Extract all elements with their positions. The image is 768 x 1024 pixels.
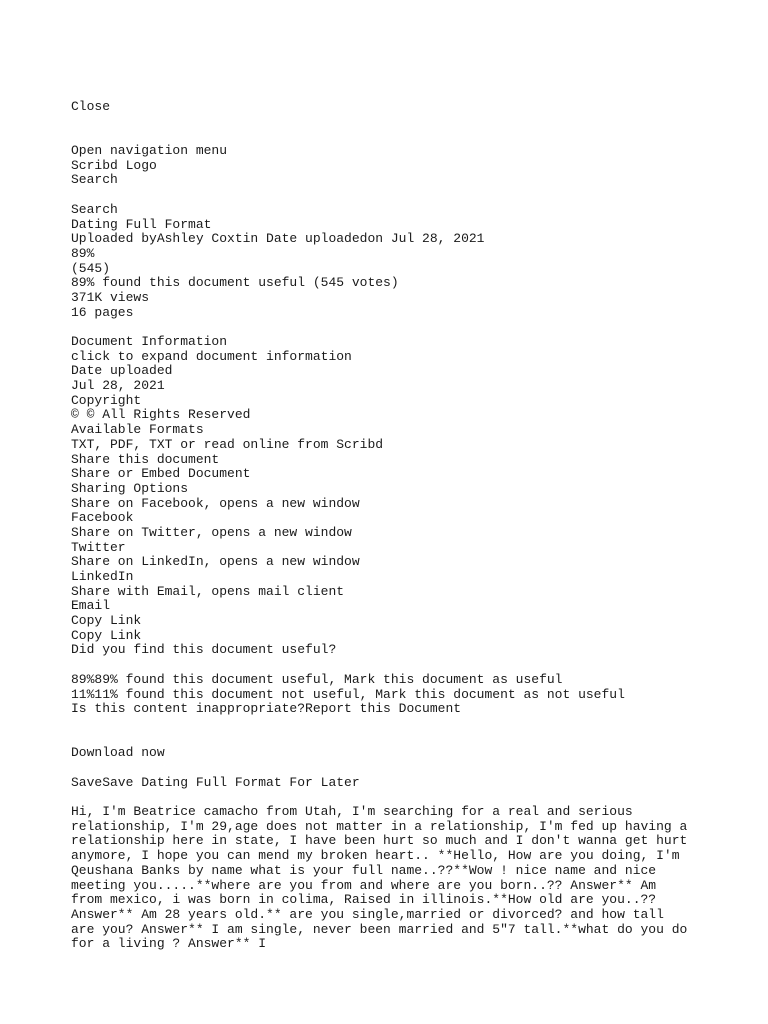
mark-useful-button[interactable]: 89%89% found this document useful, Mark this document as useful — [71, 672, 563, 687]
document-title: Dating Full Format — [71, 217, 212, 232]
copy-link-label[interactable]: Copy Link — [71, 628, 142, 643]
open-navigation-menu-button[interactable]: Open navigation menu — [71, 144, 228, 159]
copy-link-button[interactable]: Copy Link — [71, 614, 142, 629]
view-count: 371K views — [71, 290, 150, 305]
available-formats-value: TXT, PDF, TXT or read online from Scribd — [71, 437, 384, 452]
share-embed-heading: Share or Embed Document — [71, 467, 251, 482]
email-label[interactable]: Email — [71, 599, 111, 614]
page-count: 16 pages — [71, 305, 134, 320]
close-button[interactable]: Close — [71, 100, 111, 114]
rating-percent: 89% — [71, 246, 95, 261]
linkedin-label[interactable]: LinkedIn — [71, 570, 134, 585]
share-facebook-link[interactable]: Share on Facebook, opens a new window — [71, 496, 360, 511]
share-twitter-link[interactable]: Share on Twitter, opens a new window — [71, 525, 352, 540]
twitter-label[interactable]: Twitter — [71, 540, 126, 555]
report-document-link[interactable]: Is this content inappropriate?Report this Document — [71, 702, 462, 717]
share-this-document-button[interactable]: Share this document — [71, 452, 220, 467]
search-button[interactable]: Search — [71, 202, 118, 217]
feedback-question: Did you find this document useful? — [71, 643, 337, 658]
upload-info: Uploaded byAshley Coxtin Date uploadedon Jul 28, 2021 — [71, 232, 485, 247]
facebook-label[interactable]: Facebook — [71, 511, 134, 526]
date-uploaded-value: Jul 28, 2021 — [71, 379, 165, 394]
document-body-text: Hi, I'm Beatrice camacho from Utah, I'm searching for a real and serious relationship, I'm 29,age does not matter in a relationship, I'm fed up having a relationship here in state, I have been hurt so much and I don't wanna get hurt anymore, I hope you can mend my broken heart.. **Hello, How are you doing, I'm Qeushana Banks by name what is your full name..??**Wow ! nice name and nice meeting you.....**where are you from and where are you born..?? Answer** Am from mexico, i was born in colima, Raised in illinois.**How old are you..?? Answer** Am 28 years old.** are you single,married or divorced? and how tall are you? Answer** I am single, never been married and 5"7 tall.**what do you do for a living ? Answer** I — [71, 804, 688, 952]
sharing-options-heading: Sharing Options — [71, 481, 189, 496]
copyright-value: © © All Rights Reserved — [71, 408, 251, 423]
mark-not-useful-button[interactable]: 11%11% found this document not useful, Mark this document as not useful — [71, 687, 625, 702]
useful-summary: 89% found this document useful (545 votes) — [71, 276, 399, 291]
available-formats-label: Available Formats — [71, 423, 204, 438]
share-email-link[interactable]: Share with Email, opens mail client — [71, 584, 345, 599]
document-information-heading: Document Information — [71, 335, 228, 350]
rating-votes: (545) — [71, 261, 111, 276]
scribd-logo[interactable]: Scribd Logo — [71, 158, 157, 173]
save-for-later-button[interactable]: SaveSave Dating Full Format For Later — [71, 775, 360, 790]
copyright-label: Copyright — [71, 393, 142, 408]
download-now-button[interactable]: Download now — [71, 746, 165, 761]
date-uploaded-label: Date uploaded — [71, 364, 173, 379]
search-label: Search — [71, 173, 118, 188]
page-content — [71, 100, 711, 952]
expand-document-information-button[interactable]: click to expand document information — [71, 349, 352, 364]
share-linkedin-link[interactable]: Share on LinkedIn, opens a new window — [71, 555, 360, 570]
